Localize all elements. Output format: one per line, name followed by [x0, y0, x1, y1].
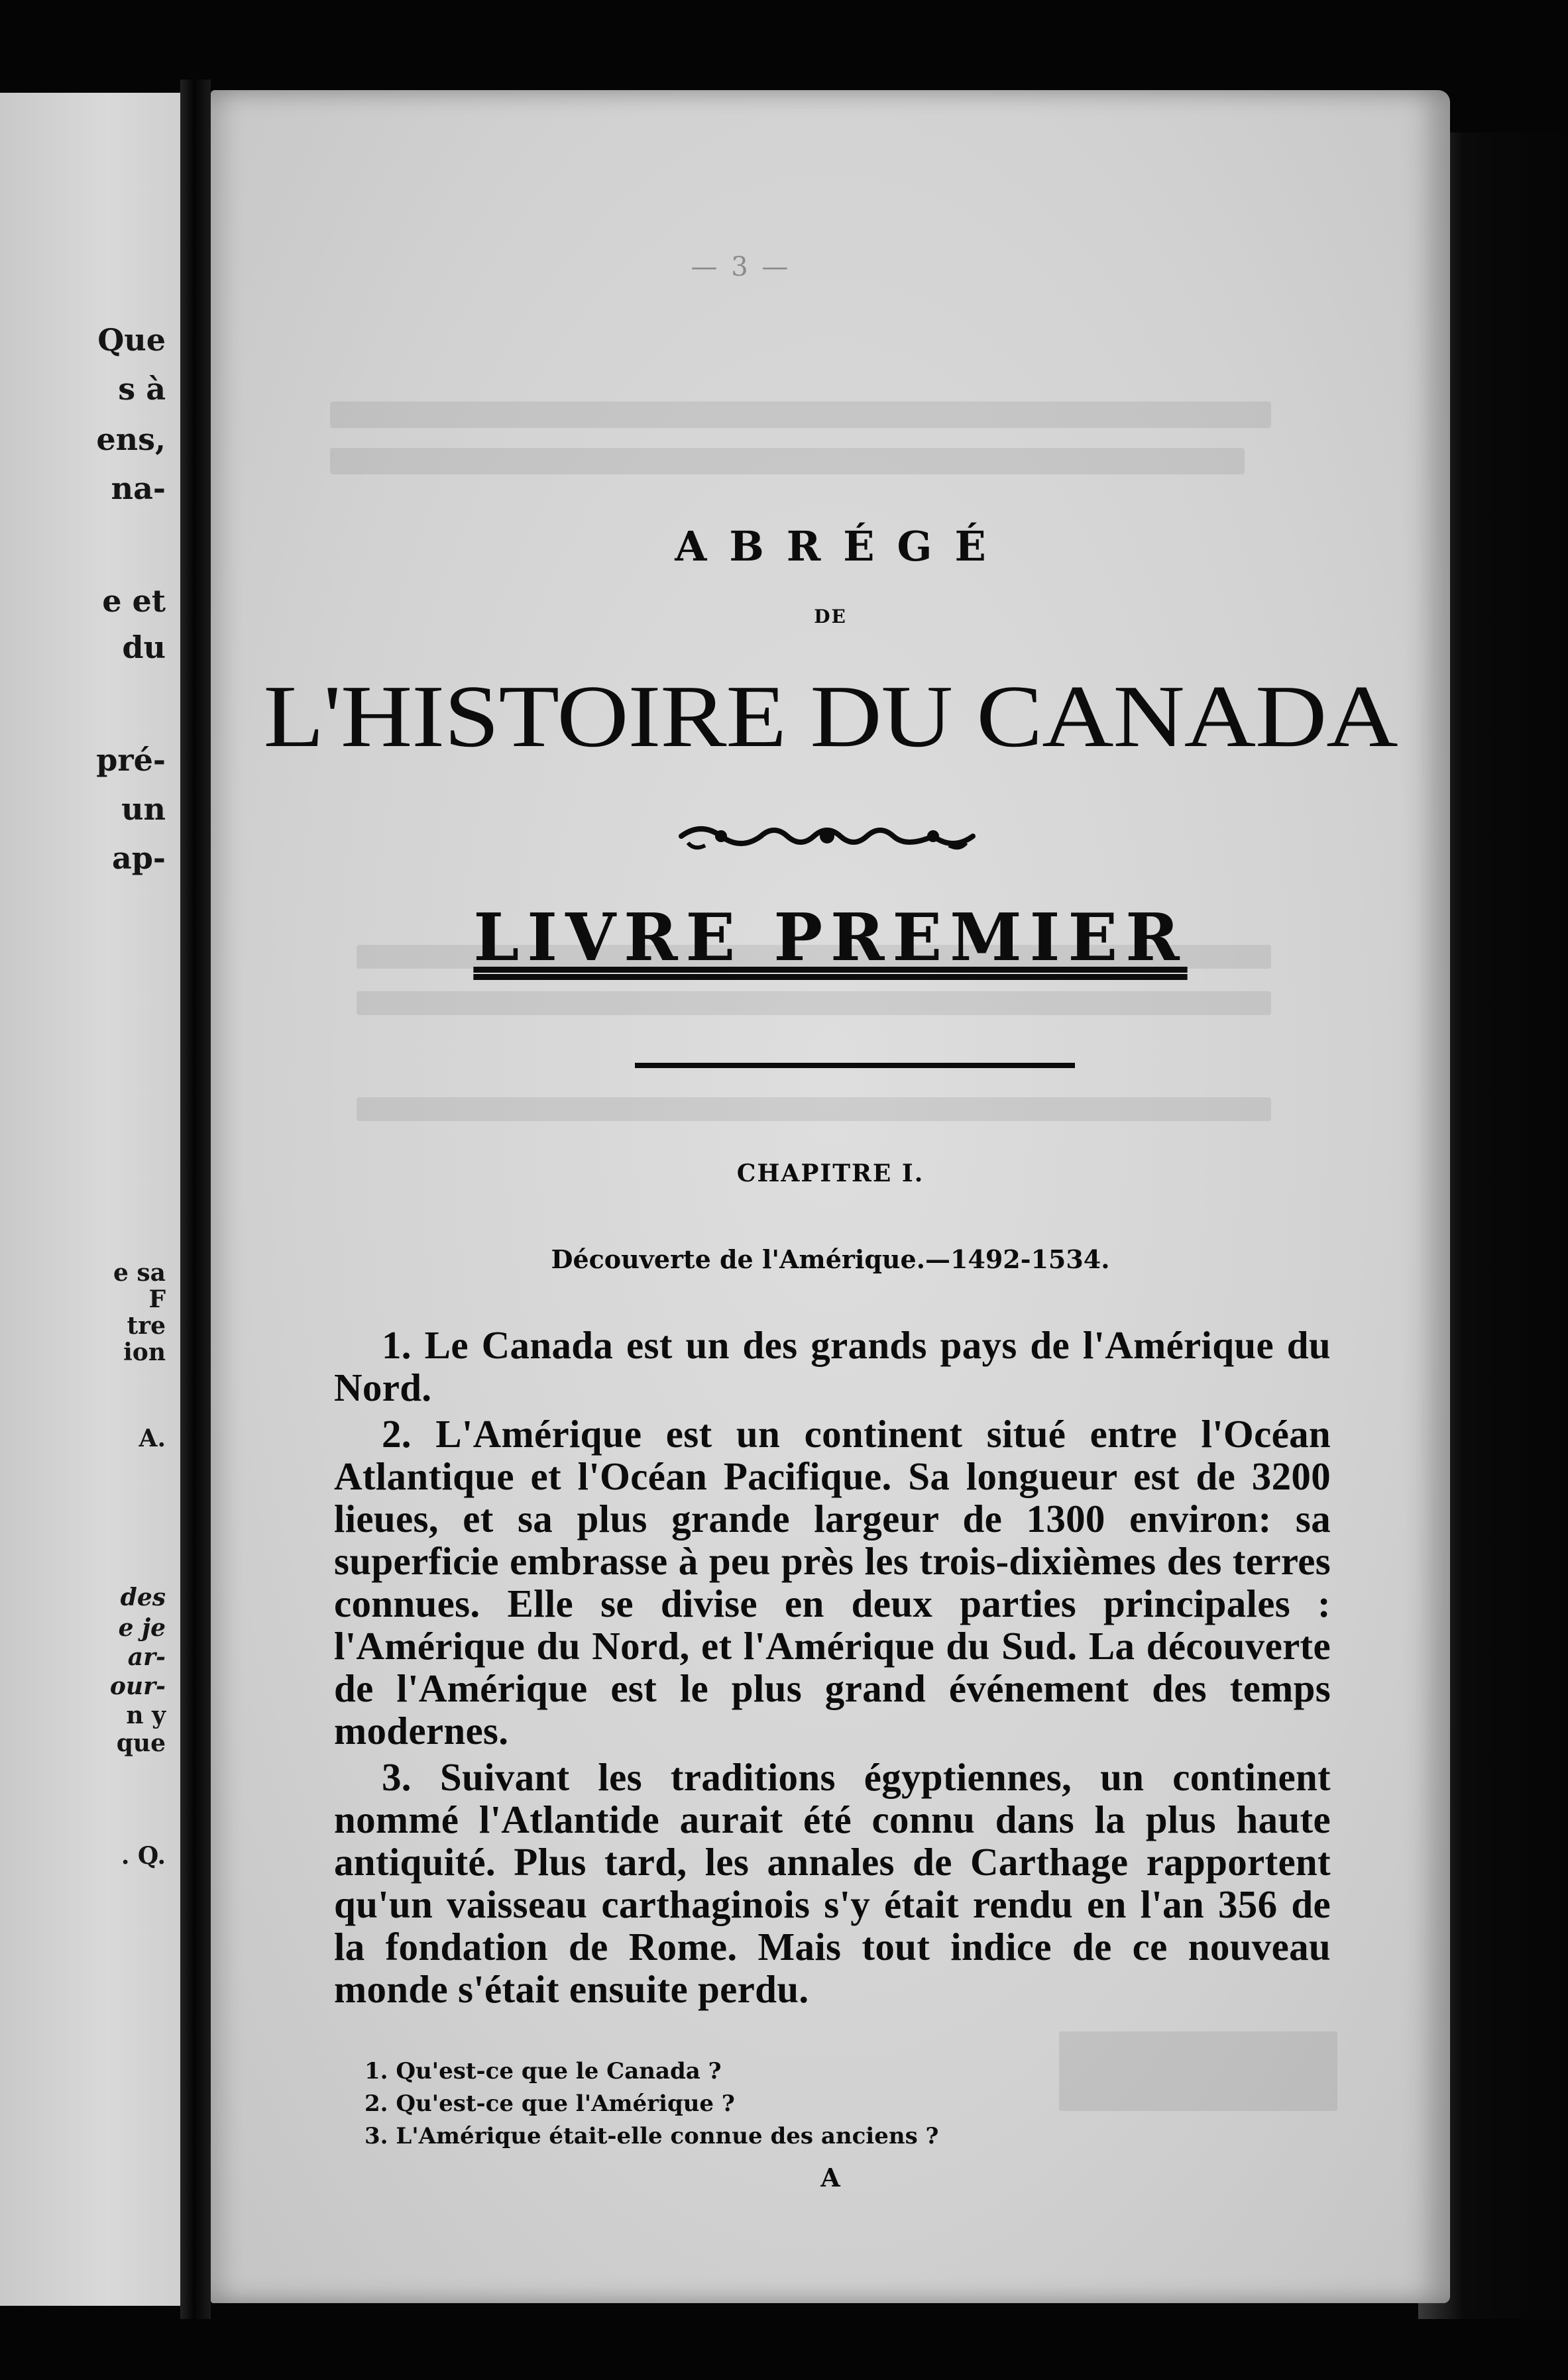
main-title: L'HISTOIRE DU CANADA [263, 667, 1398, 765]
left-fragment: e je [118, 1614, 166, 1642]
left-fragment: ens, [96, 421, 166, 457]
signature-mark: A [820, 2163, 840, 2192]
question-item: 1. Qu'est-ce que le Canada ? [364, 2058, 722, 2084]
left-fragment: Que [97, 322, 166, 358]
bleed-through [330, 402, 1271, 428]
left-fragment: ar- [127, 1643, 166, 1671]
left-fragment: e sa [113, 1259, 166, 1287]
bleed-through [357, 991, 1271, 1015]
question-item: 3. L'Amérique était-elle connue des anciens ? [364, 2123, 939, 2149]
left-fragment: un [121, 791, 166, 827]
paragraph: 2. L'Amérique est un continent situé entre l'Océan Atlantique et l'Océan Pacifique. Sa longueur est de 3200 lieues, et sa plus grande largeur de 1300 environ: sa superficie embrasse à peu près les trois-dixièmes des terres connues. Elle se divise en deux parties principales : l'Amérique du Nord, et l'Amérique du Sud. La découverte de l'Amérique est le plus grand événement des temps modernes. [334, 1412, 1331, 1753]
left-fragment: tre [127, 1312, 166, 1340]
left-fragment: ion [123, 1338, 166, 1366]
book-title: LIVRE PREMIER [473, 900, 1188, 976]
bleed-through [330, 448, 1245, 474]
left-fragment: e et [102, 583, 166, 619]
left-fragment: pré- [96, 742, 166, 778]
left-fragment: n y [126, 1702, 166, 1729]
chapter-subtitle: Découverte de l'Amérique.—1492-1534. [551, 1244, 1110, 1274]
ornament-flourish-icon [675, 816, 980, 856]
left-fragment: na- [111, 470, 166, 506]
left-fragment: des [120, 1584, 166, 1611]
title-rule [635, 1063, 1075, 1068]
paragraph: 3. Suivant les traditions égyptiennes, un continent nommé l'Atlantide aurait été connu dans la plus haute antiquité. Plus tard, les annales de Carthage rapportent qu'un vaisseau carthaginois s'y était rendu en l'an 356 de la fondation de Rome. Mais tout indice de ce nouveau monde s'était ensuite perdu. [334, 1755, 1331, 2011]
question-item: 2. Qu'est-ce que l'Amérique ? [364, 2090, 735, 2117]
page-number: — 3 — [691, 252, 791, 282]
left-fragment: que [116, 1729, 166, 1757]
left-fragment: . Q. [121, 1842, 166, 1870]
heading-abrege: ABRÉGÉ [675, 522, 1009, 570]
left-fragment: A. [139, 1425, 166, 1452]
left-fragment: s à [118, 371, 166, 407]
bleed-through [357, 1097, 1271, 1121]
body-text [334, 1324, 1331, 2014]
review-questions [364, 2055, 1226, 2153]
chapter-heading: CHAPITRE I. [736, 1160, 924, 1187]
left-fragment: our- [109, 1672, 166, 1700]
left-fragment: F [148, 1285, 166, 1313]
left-page-fragment [0, 93, 180, 2306]
heading-de: DE [814, 606, 847, 627]
book-gutter [180, 80, 211, 2319]
main-page [211, 90, 1450, 2303]
left-fragment: ap- [111, 840, 166, 876]
left-fragment: du [122, 629, 166, 665]
paragraph: 1. Le Canada est un des grands pays de l'Amérique du Nord. [334, 1323, 1331, 1409]
